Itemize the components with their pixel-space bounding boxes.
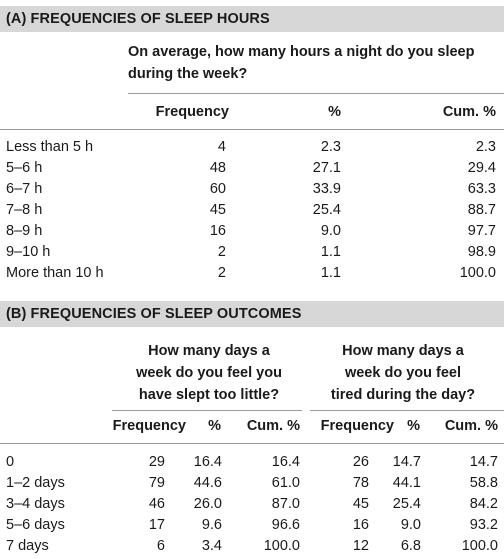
pct-cell: 16.4	[193, 454, 222, 470]
frequency-cell: 16	[352, 517, 369, 533]
section-a-title: (A) FREQUENCIES OF SLEEP HOURS	[0, 6, 504, 32]
cum-pct-cell: 96.6	[271, 517, 300, 533]
section-b-header-frequency-1: Frequency	[112, 418, 186, 434]
pct-cell: 9.0	[400, 517, 421, 533]
pct-cell: 26.0	[193, 496, 222, 512]
pct-cell: 25.4	[392, 496, 421, 512]
frequency-cell: 6	[156, 538, 165, 554]
cum-pct-cell: 93.2	[469, 517, 498, 533]
row-label: 1–2 days	[6, 475, 65, 491]
frequency-cell: 16	[209, 223, 226, 239]
section-a-header-pct: %	[328, 104, 341, 120]
section-b-header-pct-2: %	[407, 418, 420, 434]
section-b-header-pct-1: %	[208, 418, 221, 434]
section-b-q1-line3: have slept too little?	[138, 387, 280, 403]
cum-pct-cell: 100.0	[263, 538, 300, 554]
pct-cell: 33.9	[312, 181, 341, 197]
section-b-title: (B) FREQUENCIES OF SLEEP OUTCOMES	[0, 301, 504, 327]
frequency-cell: 45	[209, 202, 226, 218]
frequency-cell: 79	[148, 475, 165, 491]
pct-cell: 6.8	[400, 538, 421, 554]
section-b-q1-line2: week do you feel you	[136, 365, 282, 381]
pct-cell: 1.1	[320, 244, 341, 260]
row-label: Less than 5 h	[6, 139, 94, 155]
section-b-q2-line2: week do you feel	[344, 365, 462, 381]
cum-pct-cell: 14.7	[469, 454, 498, 470]
row-label: 7 days	[6, 538, 49, 554]
section-a-table-rule	[0, 129, 504, 130]
frequency-cell: 12	[352, 538, 369, 554]
section-a-header-frequency: Frequency	[155, 104, 229, 120]
cum-pct-cell: 88.7	[467, 202, 496, 218]
cum-pct-cell: 61.0	[271, 475, 300, 491]
cum-pct-cell: 58.8	[469, 475, 498, 491]
section-a-header-cum: Cum. %	[442, 104, 496, 120]
frequency-cell: 60	[209, 181, 226, 197]
section-b-q2-line1: How many days a	[342, 343, 464, 359]
section-b-q2-rule	[310, 410, 504, 411]
pct-cell: 14.7	[392, 454, 421, 470]
row-label: 0	[6, 454, 15, 470]
frequency-cell: 78	[352, 475, 369, 491]
section-b-header-cum-2: Cum. %	[444, 418, 498, 434]
frequency-cell: 4	[217, 139, 226, 155]
row-label: 6–7 h	[6, 181, 43, 197]
cum-pct-cell: 84.2	[469, 496, 498, 512]
row-label: 9–10 h	[6, 244, 51, 260]
pct-cell: 25.4	[312, 202, 341, 218]
frequency-cell: 2	[217, 244, 226, 260]
section-b-header-cum-1: Cum. %	[246, 418, 300, 434]
frequency-cell: 2	[217, 265, 226, 281]
pct-cell: 1.1	[320, 265, 341, 281]
row-label: 3–4 days	[6, 496, 65, 512]
pct-cell: 3.4	[201, 538, 222, 554]
row-label: 8–9 h	[6, 223, 43, 239]
section-b-header-frequency-2: Frequency	[320, 418, 394, 434]
cum-pct-cell: 63.3	[467, 181, 496, 197]
section-b-q1-line1: How many days a	[148, 343, 270, 359]
frequency-cell: 17	[148, 517, 165, 533]
cum-pct-cell: 100.0	[459, 265, 496, 281]
row-label: 7–8 h	[6, 202, 43, 218]
cum-pct-cell: 97.7	[467, 223, 496, 239]
pct-cell: 9.0	[320, 223, 341, 239]
frequency-cell: 45	[352, 496, 369, 512]
frequency-cell: 46	[148, 496, 165, 512]
pct-cell: 44.1	[392, 475, 421, 491]
row-label: 5–6 h	[6, 160, 43, 176]
section-b-q1-rule	[112, 410, 302, 411]
row-label: More than 10 h	[6, 265, 104, 281]
section-a-question-line1: On average, how many hours a night do you sleep	[128, 44, 475, 60]
section-b-table-rule	[0, 443, 504, 444]
cum-pct-cell: 98.9	[467, 244, 496, 260]
section-a-question-line2: during the week?	[128, 66, 248, 82]
pct-cell: 44.6	[193, 475, 222, 491]
pct-cell: 2.3	[320, 139, 341, 155]
cum-pct-cell: 29.4	[467, 160, 496, 176]
pct-cell: 9.6	[201, 517, 222, 533]
cum-pct-cell: 100.0	[461, 538, 498, 554]
cum-pct-cell: 2.3	[475, 139, 496, 155]
frequency-cell: 48	[209, 160, 226, 176]
frequency-cell: 26	[352, 454, 369, 470]
section-a-header-rule	[128, 93, 504, 94]
pct-cell: 27.1	[312, 160, 341, 176]
cum-pct-cell: 16.4	[271, 454, 300, 470]
row-label: 5–6 days	[6, 517, 65, 533]
frequency-cell: 29	[148, 454, 165, 470]
section-b-q2-line3: tired during the day?	[330, 387, 476, 403]
cum-pct-cell: 87.0	[271, 496, 300, 512]
